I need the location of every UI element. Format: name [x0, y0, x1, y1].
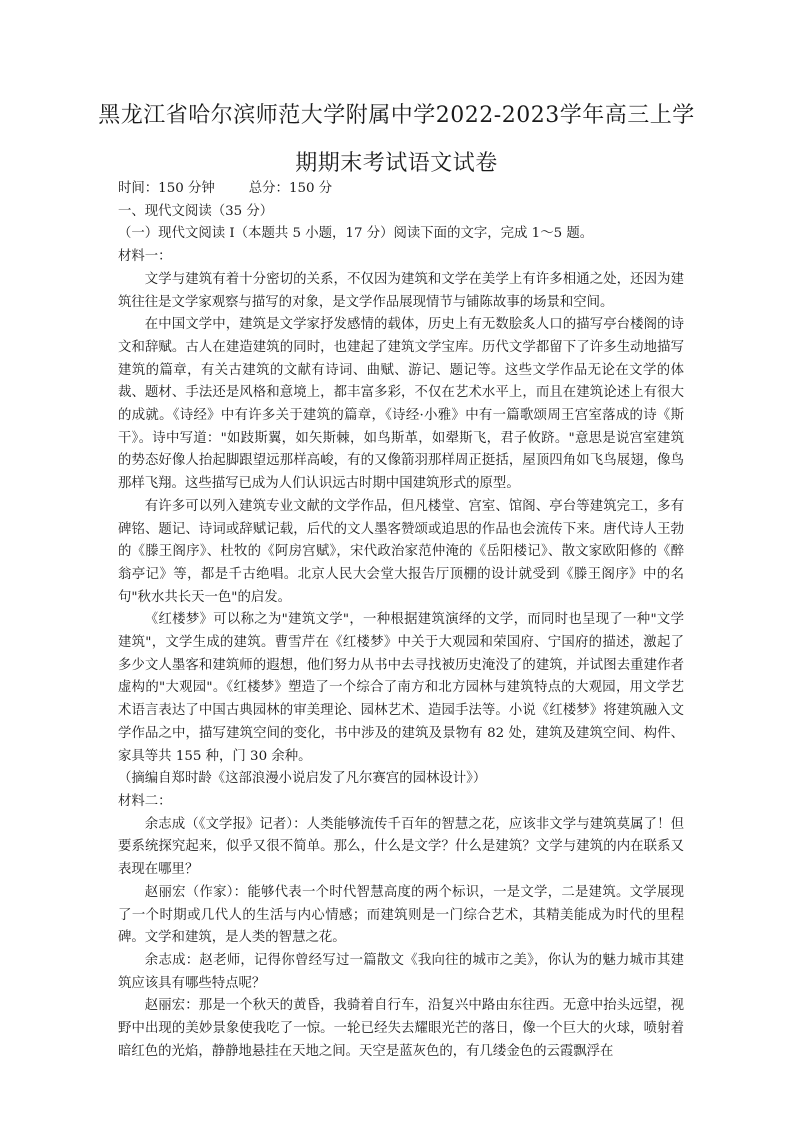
- material1-paragraph: 《红楼梦》可以称之为"建筑文学"，一种根据建筑演绎的文学，而同时也呈现了一种"文学建筑"，文学生成的建筑。曹雪芹在《红楼梦》中关于大观园和荣国府、宁国府的描述，激起了多少文人墨客和建筑师的遐想，他们努力从书中去寻找被历史淹没了的建筑，并试图去重建作者虚构的"大观园"。《红楼梦》塑造了一个综合了南方和北方园林与建筑特点的大观园，用文学艺术语言表达了中国古典园林的审美理论、园林艺术、造园手法等。小说《红楼梦》将建筑融入文学作品之中，描写建筑空间的变化，书中涉及的建筑及景物有 82 处，建筑及建筑空间、构件、家具等共 155 种，门 30 余种。: [118, 612, 684, 764]
- material1-paragraph: 在中国文学中，建筑是文学家抒发感情的载体，历史上有无数脍炙人口的描写亭台楼阁的诗文和辞赋。古人在建造建筑的同时，也建起了建筑文学宝库。历代文学都留下了许多生动地描写建筑的篇章，有关古建筑的文献有诗词、曲赋、游记、题记等。这些文学作品无论在文学的体裁、题材、手法还是风格和意境上，都丰富多彩，不仅在艺术水平上，而且在建筑论述上有很大的成就。《诗经》中有许多关于建筑的篇章，《诗经·小雅》中有一篇歌颂周王宫室落成的诗《斯干》。诗中写道："如跂斯翼，如矢斯棘，如鸟斯革，如翚斯飞，君子攸跻。"意思是说宫室建筑的势态好像人抬起脚跟望远那样高峻，有的又像箭羽那样周正挺括，屋顶四角如飞鸟展翅，像鸟那样飞翔。这些描写已成为人们认识远古时期中国建筑形式的原型。: [118, 317, 684, 492]
- material1-paragraph: 文学与建筑有着十分密切的关系，不仅因为建筑和文学在美学上有许多相通之处，还因为建筑往往是文学家观察与描写的对象，是文学作品展现情节与铺陈故事的场景和空间。: [118, 271, 684, 310]
- material2-label: 材料二：: [118, 793, 172, 809]
- material1-label: 材料一：: [118, 249, 172, 265]
- material2-paragraph: 余志成（《文学报》记者）：人类能够流传千百年的智慧之花，应该非文学与建筑莫属了！但要系统探究起来，似乎又很不简单。那么，什么是文学？什么是建筑？文学与建筑的内在联系又表现在哪里？: [118, 816, 684, 878]
- exam-time: 时间：150 分钟: [118, 181, 215, 196]
- material2-paragraph: 赵丽宏：那是一个秋天的黄昏，我骑着自行车，沿复兴中路由东往西。无意中抬头远望，视野中出现的美妙景象使我吃了一惊。一轮已经失去耀眼光芒的落日，像一个巨大的火球，喷射着暗红色的光焰，静静地悬挂在天地之间。天空是蓝灰色的，有几缕金色的云霞飘浮在: [118, 998, 684, 1059]
- exam-score: 总分：150 分: [248, 181, 333, 196]
- subsection-heading: （一）现代文阅读 I（本题共 5 小题，17 分）阅读下面的文字，完成 1～5 题。: [118, 226, 594, 242]
- section-heading: 一、现代文阅读（35 分）: [118, 203, 274, 219]
- exam-content: [118, 178, 684, 1063]
- material2-paragraph: 赵丽宏（作家）：能够代表一个时代智慧高度的两个标识，一是文学，二是建筑。文学展现了一个时期或几代人的生活与内心情感；而建筑则是一门综合艺术，其精美能成为时代的里程碑。文学和建筑，是人类的智慧之花。: [118, 884, 684, 946]
- exam-title-line1: 黑龙江省哈尔滨师范大学附属中学2022-2023学年高三上学: [98, 103, 695, 128]
- exam-title-line2: 期期末考试语文试卷: [295, 151, 498, 176]
- material2-paragraph: 余志成：赵老师，记得你曾经写过一篇散文《我向往的城市之美》，你认为的魅力城市其建筑应该具有哪些特点呢？: [118, 952, 684, 991]
- material1-paragraph: 有许多可以列入建筑专业文献的文学作品，但凡楼堂、宫室、馆阁、亭台等建筑完工，多有碑铭、题记、诗词或辞赋记载，后代的文人墨客赞颂或追思的作品也会流传下来。唐代诗人王勃的《滕王阁序》、杜牧的《阿房宫赋》，宋代政治家范仲淹的《岳阳楼记》、散文家欧阳修的《醉翁亭记》等，都是千古绝唱。北京人民大会堂大报告厅顶棚的设计就受到《滕王阁序》中的名句"秋水共长天一色"的启发。: [118, 498, 684, 605]
- material1-source: （摘编自郑时龄《这部浪漫小说启发了凡尔赛宫的园林设计》）: [118, 771, 487, 787]
- exam-meta: [118, 178, 684, 201]
